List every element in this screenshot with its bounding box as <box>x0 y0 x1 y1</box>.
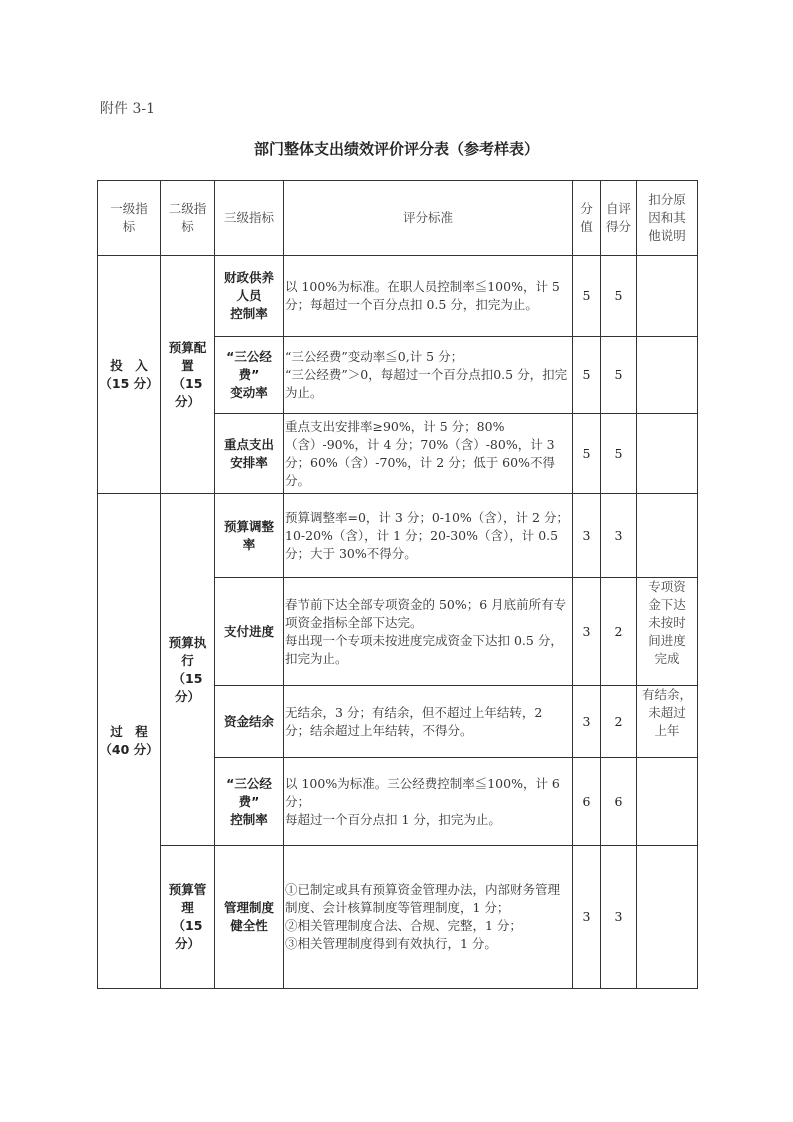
table-row <box>98 256 698 337</box>
header-criteria: 评分标准 <box>284 181 573 256</box>
score-cell: 5 <box>573 256 601 337</box>
header-level3: 三级指标 <box>215 181 284 256</box>
attachment-label: 附件 3-1 <box>100 101 155 117</box>
self-score-cell: 5 <box>601 337 637 414</box>
note-cell <box>637 494 698 578</box>
criteria-cell: 以 100%为标准。三公经费控制率≦100%，计 6 分； 每超过一个百分点扣 1 分，扣完为止。 <box>284 758 573 846</box>
self-score-cell: 5 <box>601 414 637 494</box>
criteria-cell: 春节前下达全部专项资金的 50%；6 月底前所有专项资金指标全部下达完。 每出现一个专项未按进度完成资金下达扣 0.5 分，扣完为止。 <box>284 578 573 686</box>
level2-indicator: 预算管 理 （15 分） <box>161 846 215 989</box>
score-cell: 3 <box>573 686 601 758</box>
page-title: 部门整体支出绩效评价评分表（参考样表） <box>253 140 539 158</box>
note-cell <box>637 256 698 337</box>
criteria-cell: 预算调整率=0，计 3 分；0-10%（含），计 2 分；10-20%（含），计 1 分；20-30%（含），计 0.5 分；大于 30%不得分。 <box>284 494 573 578</box>
self-score-cell: 3 <box>601 846 637 989</box>
level3-indicator: 财政供养 人员 控制率 <box>215 256 284 337</box>
criteria-cell: “三公经费”变动率≦0,计 5 分； “三公经费”＞0，每超过一个百分点扣0.5 分，扣完为止。 <box>284 337 573 414</box>
score-cell: 3 <box>573 494 601 578</box>
note-cell: 有结余， 未超过 上年 <box>637 686 698 758</box>
self-score-cell: 3 <box>601 494 637 578</box>
level3-indicator: “三公经 费” 变动率 <box>215 337 284 414</box>
self-score-cell: 6 <box>601 758 637 846</box>
level3-indicator: 资金结余 <box>215 686 284 758</box>
header-level1: 一级指 标 <box>98 181 161 256</box>
table-row <box>98 846 698 989</box>
score-cell: 3 <box>573 578 601 686</box>
note-cell <box>637 414 698 494</box>
header-row <box>98 181 698 256</box>
score-cell: 5 <box>573 337 601 414</box>
note-cell <box>637 846 698 989</box>
level3-indicator: 支付进度 <box>215 578 284 686</box>
criteria-cell: 无结余，3 分；有结余，但不超过上年结转，2 分；结余超过上年结转，不得分。 <box>284 686 573 758</box>
criteria-cell: 以 100%为标准。在职人员控制率≦100%，计 5 分；每超过一个百分点扣 0.5 分，扣完为止。 <box>284 256 573 337</box>
header-score: 分 值 <box>573 181 601 256</box>
score-cell: 5 <box>573 414 601 494</box>
level1-indicator: 过 程 （40 分） <box>98 494 161 989</box>
self-score-cell: 2 <box>601 686 637 758</box>
scoring-table <box>97 180 698 989</box>
level1-indicator: 投 入 （15 分） <box>98 256 161 494</box>
criteria-cell: 重点支出安排率≥90%，计 5 分；80%（含）-90%，计 4 分；70%（含）-80%，计 3 分；60%（含）-70%，计 2 分；低于 60%不得分。 <box>284 414 573 494</box>
criteria-cell: ①已制定或具有预算资金管理办法，内部财务管理制度、会计核算制度等管理制度，1 分； ②相关管理制度合法、合规、完整，1 分； ③相关管理制度得到有效执行，1 分。 <box>284 846 573 989</box>
header-note: 扣分原 因和其 他说明 <box>637 181 698 256</box>
level2-indicator: 预算执 行 （15 分） <box>161 494 215 846</box>
self-score-cell: 5 <box>601 256 637 337</box>
level2-indicator: 预算配 置 （15 分） <box>161 256 215 494</box>
header-self-score: 自评 得分 <box>601 181 637 256</box>
self-score-cell: 2 <box>601 578 637 686</box>
level3-indicator: 管理制度 健全性 <box>215 846 284 989</box>
note-cell <box>637 758 698 846</box>
header-level2: 二级指 标 <box>161 181 215 256</box>
note-cell <box>637 337 698 414</box>
level3-indicator: 预算调整 率 <box>215 494 284 578</box>
note-cell: 专项资 金下达 未按时 间进度 完成 <box>637 578 698 686</box>
level3-indicator: 重点支出 安排率 <box>215 414 284 494</box>
score-cell: 6 <box>573 758 601 846</box>
level3-indicator: “三公经 费” 控制率 <box>215 758 284 846</box>
score-cell: 3 <box>573 846 601 989</box>
table-row <box>98 494 698 578</box>
